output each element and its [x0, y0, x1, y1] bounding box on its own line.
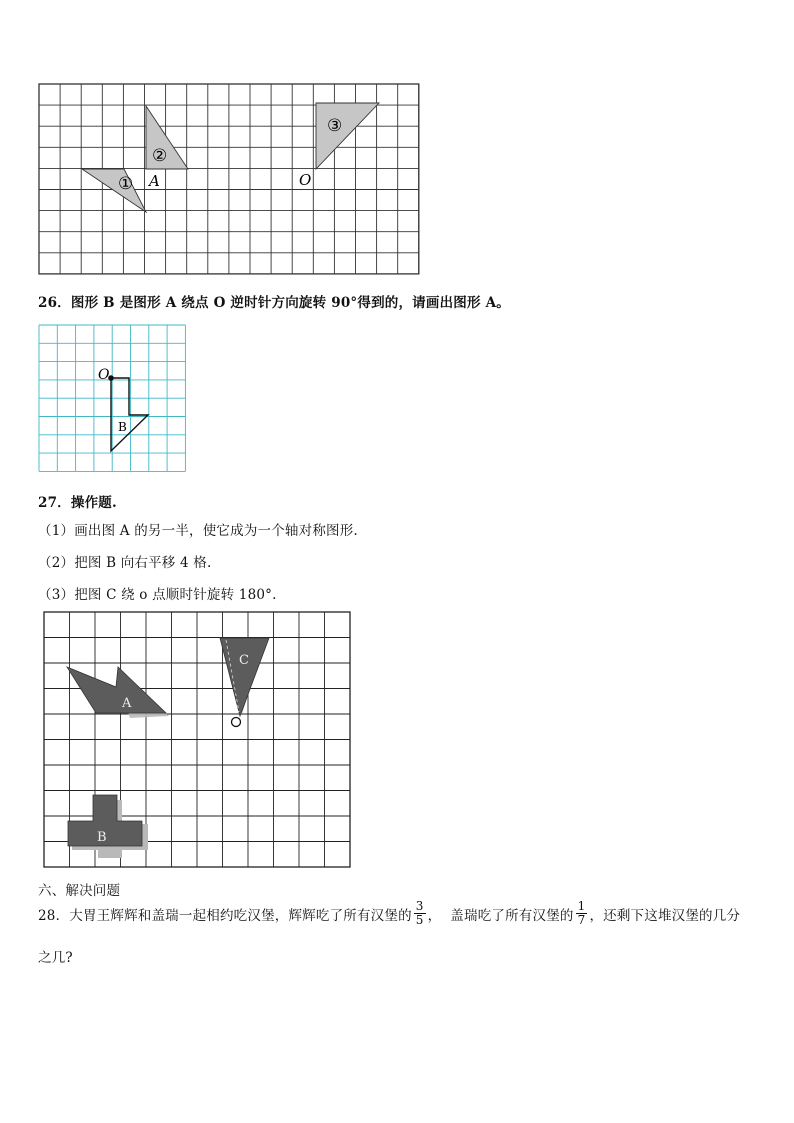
label-shape-2: ② [152, 146, 168, 166]
q27-shape-a-label: A [122, 696, 132, 711]
rotation-grid-figure [36, 81, 426, 279]
section-6-heading: 六、解决问题 [38, 883, 121, 899]
q26-grid-figure [37, 323, 189, 475]
question-27-item-3: （3）把图 C 绕 o 点顺时针旋转 180°. [38, 587, 277, 603]
shape-3 [316, 103, 379, 169]
point-o-circle [232, 718, 241, 727]
fraction-three-fifths [414, 900, 426, 927]
q26-point-o-label: O [98, 367, 110, 383]
question-26-text: 26．图形 B 是图形 A 绕点 O 逆时针方向旋转 90°得到的，请画出图形 A。 [38, 295, 510, 311]
fraction-1-numerator: 3 [415, 899, 424, 913]
shape-c [220, 638, 269, 716]
fraction-2-denominator: 7 [577, 913, 586, 927]
q27-grid-figure [42, 608, 358, 874]
question-27-title: 27．操作题. [38, 495, 117, 511]
question-27-item-2: （2）把图 B 向右平移 4 格. [38, 555, 212, 571]
q28-text-part-1: 28．大胃王辉辉和盖瑞一起相约吃汉堡，辉辉吃了所有汉堡的 [38, 907, 412, 924]
q26-shape-b-label: B [118, 420, 127, 434]
question-27-item-1: （1）画出图 A 的另一半，使它成为一个轴对称图形. [38, 523, 358, 539]
question-28-line-1 [38, 900, 740, 927]
fraction-2-numerator: 1 [577, 899, 586, 913]
point-o-label: O [299, 171, 312, 189]
point-a-label: A [149, 172, 160, 190]
label-shape-3: ③ [327, 116, 343, 136]
shape-a [67, 667, 166, 713]
q27-shape-c-label: C [239, 653, 249, 668]
shape-1 [82, 169, 146, 212]
shape-b-outline [111, 378, 148, 451]
label-shape-1: ① [118, 174, 134, 194]
q28-text-part-2: ， 盖瑞吃了所有汉堡的 [427, 907, 574, 924]
fraction-1-denominator: 5 [415, 913, 424, 927]
fraction-one-seventh [576, 900, 588, 927]
question-28-line-2: 之几? [38, 950, 73, 966]
q28-text-part-3: ，还剩下这堆汉堡的几分 [589, 907, 741, 924]
q27-shape-b-label: B [97, 830, 107, 845]
